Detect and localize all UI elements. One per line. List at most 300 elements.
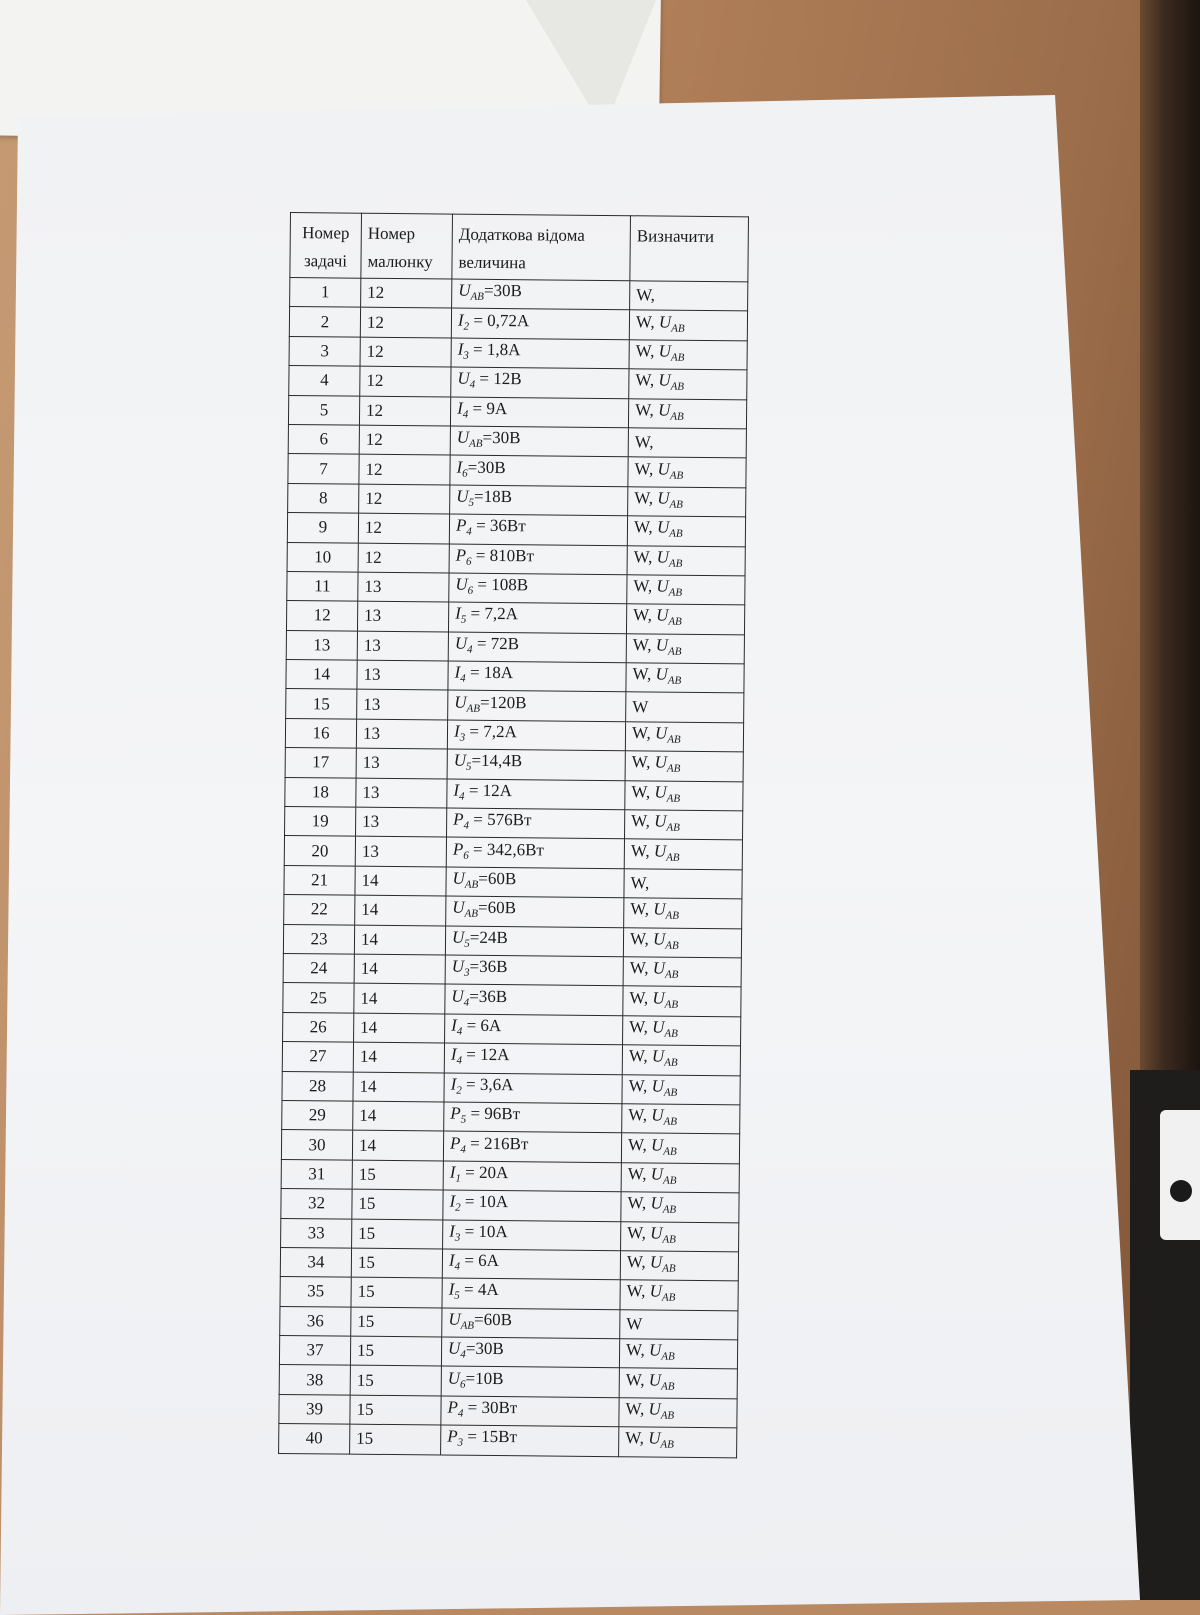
quantity-value: =24B — [469, 927, 508, 947]
quantity-subscript: 4 — [459, 790, 465, 803]
known-value-cell — [445, 984, 623, 1015]
quantity-subscript: 4 — [463, 996, 470, 1009]
quantity-symbol: U — [447, 1368, 461, 1388]
table-row — [281, 1130, 739, 1164]
known-value-cell — [444, 1043, 622, 1074]
quantity-value: = 15Вт — [463, 1427, 518, 1447]
determine-voltage-subscript: AB — [664, 968, 679, 981]
header-task-number: Номер задачі — [290, 213, 362, 279]
determine-voltage-subscript: AB — [661, 1292, 676, 1305]
table-row — [279, 1394, 737, 1428]
quantity-symbol: U — [448, 1338, 461, 1358]
determine-cell — [619, 1339, 737, 1370]
determine-voltage-symbol: U — [651, 1046, 665, 1066]
known-value-cell — [448, 632, 626, 663]
determine-voltage-subscript: AB — [670, 381, 685, 394]
determine-voltage-symbol: U — [655, 664, 668, 684]
determine-cell — [623, 1015, 741, 1046]
quantity-subscript: AB — [469, 437, 483, 450]
task-number-cell: 35 — [280, 1277, 351, 1307]
determine-cell — [630, 281, 748, 312]
quantity-value: =60B — [474, 1309, 513, 1330]
quantity-subscript: AB — [464, 908, 479, 921]
determine-voltage-symbol: U — [655, 635, 669, 655]
determine-cell — [624, 898, 742, 929]
task-number-cell: 26 — [283, 1012, 354, 1042]
determine-w: W, — [628, 1105, 652, 1125]
determine-w: W, — [627, 1222, 651, 1243]
task-number-cell: 20 — [284, 836, 355, 866]
quantity-subscript: 6 — [463, 849, 469, 862]
figure-number-cell: 13 — [357, 660, 448, 690]
quantity-symbol: U — [448, 1309, 461, 1329]
figure-number-cell: 12 — [359, 484, 450, 514]
determine-voltage-symbol: U — [648, 1370, 662, 1390]
determine-w: W, — [635, 341, 659, 361]
known-value-cell — [448, 602, 626, 633]
determine-w: W, — [629, 958, 653, 978]
quantity-value: = 18A — [465, 662, 514, 683]
determine-voltage-subscript: AB — [666, 792, 681, 805]
quantity-symbol: U — [456, 427, 470, 447]
figure-number-cell: 13 — [357, 631, 448, 661]
task-number-cell: 24 — [283, 953, 354, 983]
figure-number-cell: 15 — [351, 1277, 442, 1307]
quantity-subscript: AB — [464, 878, 479, 891]
determine-cell — [624, 839, 742, 870]
determine-w: W — [632, 696, 649, 717]
quantity-value: =18B — [473, 486, 513, 507]
determine-w: W, — [625, 1369, 649, 1390]
determine-voltage-subscript: AB — [664, 1056, 678, 1070]
determine-voltage-subscript: AB — [662, 1203, 677, 1217]
task-number-cell: 29 — [282, 1100, 353, 1130]
table-row — [289, 366, 747, 400]
determine-cell — [626, 633, 744, 664]
determine-w: W, — [632, 635, 656, 655]
determine-w: W, — [634, 432, 654, 452]
task-number-cell: 17 — [285, 748, 356, 778]
determine-w: W, — [626, 1281, 650, 1301]
determine-cell — [626, 604, 744, 635]
quantity-symbol: U — [451, 986, 464, 1006]
determine-cell — [625, 780, 743, 811]
determine-cell — [620, 1280, 738, 1311]
determine-w: W, — [630, 873, 650, 893]
determine-cell — [625, 722, 743, 753]
known-value-cell — [450, 397, 628, 428]
determine-voltage-symbol: U — [648, 1340, 662, 1360]
quantity-value: = 96Вт — [466, 1103, 521, 1124]
quantity-subscript: AB — [460, 1319, 475, 1332]
determine-voltage-symbol: U — [648, 1428, 661, 1449]
quantity-value: = 108B — [473, 574, 529, 595]
known-value-cell — [441, 1425, 619, 1456]
task-number-cell: 1 — [290, 278, 361, 308]
determine-voltage-symbol: U — [657, 459, 670, 479]
figure-number-cell: 12 — [360, 366, 451, 396]
determine-w: W, — [630, 899, 654, 919]
determine-w: W, — [625, 1399, 649, 1419]
task-number-cell: 15 — [286, 689, 357, 719]
determine-cell — [628, 486, 746, 517]
known-value-cell — [450, 485, 628, 516]
quantity-symbol: U — [455, 574, 468, 594]
figure-number-cell: 14 — [352, 1130, 443, 1160]
determine-w: W, — [628, 1076, 652, 1096]
known-value-cell — [448, 691, 626, 722]
quantity-symbol: I — [451, 1015, 457, 1035]
determine-cell — [626, 692, 744, 723]
figure-number-cell: 15 — [350, 1336, 441, 1366]
determine-w: W, — [634, 488, 658, 508]
table-row — [284, 836, 742, 870]
header-figure-number: Номер малюнку — [361, 213, 453, 279]
header-known-value: Додаткова відома величина — [452, 214, 631, 281]
table-row — [286, 660, 744, 694]
quantity-subscript: 2 — [456, 1084, 462, 1097]
determine-cell — [629, 369, 747, 400]
determine-voltage-symbol: U — [652, 958, 666, 978]
task-number-cell: 27 — [282, 1042, 353, 1072]
determine-w: W, — [625, 1428, 649, 1448]
known-value-cell — [446, 896, 624, 927]
table-row — [285, 718, 743, 752]
known-value-cell — [445, 926, 623, 957]
table-row — [288, 454, 746, 488]
determine-cell — [628, 457, 746, 488]
known-value-cell — [442, 1308, 620, 1339]
known-value-cell — [441, 1396, 619, 1427]
determine-voltage-subscript: AB — [666, 821, 680, 834]
quantity-symbol: I — [449, 1191, 456, 1211]
determine-cell — [623, 986, 741, 1017]
figure-number-cell: 12 — [359, 455, 450, 485]
task-number-cell: 2 — [289, 307, 360, 337]
quantity-symbol: U — [457, 368, 470, 389]
determine-w: W, — [631, 811, 655, 831]
quantity-symbol: I — [457, 310, 464, 330]
known-value-cell — [444, 1073, 622, 1104]
task-number-cell: 18 — [285, 777, 356, 807]
figure-number-cell: 14 — [354, 925, 445, 955]
determine-cell — [625, 751, 743, 782]
table-row — [290, 278, 748, 312]
determine-w: W, — [629, 987, 653, 1008]
table-row — [282, 1042, 740, 1076]
determine-voltage-symbol: U — [652, 929, 666, 949]
table-row — [289, 336, 747, 370]
quantity-value: = 216Вт — [465, 1133, 529, 1153]
determine-w: W, — [631, 752, 655, 772]
known-value-cell — [451, 338, 629, 369]
quantity-value: = 30Вт — [463, 1397, 518, 1418]
table-row — [287, 542, 745, 576]
determine-w: W, — [631, 782, 655, 802]
determine-w: W, — [626, 1252, 651, 1272]
table-row — [283, 924, 741, 958]
quantity-subscript: 5 — [468, 496, 475, 509]
quantity-value: = 12A — [464, 780, 513, 800]
task-number-cell: 12 — [286, 601, 357, 631]
quantity-subscript: 5 — [460, 614, 467, 627]
task-table-body — [279, 278, 748, 1458]
determine-cell — [619, 1398, 737, 1429]
figure-number-cell: 13 — [357, 690, 448, 720]
quantity-symbol: I — [453, 721, 460, 741]
figure-number-cell: 13 — [356, 778, 447, 808]
quantity-symbol: U — [452, 897, 465, 918]
quantity-symbol: P — [449, 1133, 461, 1153]
figure-number-cell: 14 — [354, 1013, 445, 1043]
determine-w: W, — [627, 1134, 652, 1155]
quantity-value: = 12B — [475, 369, 522, 389]
quantity-subscript: 4 — [463, 819, 470, 832]
quantity-value: = 3,6A — [461, 1074, 514, 1094]
table-row — [283, 1012, 741, 1046]
determine-cell — [627, 575, 745, 606]
determine-cell — [619, 1368, 737, 1399]
table-row — [286, 689, 744, 723]
header-determine: Визначити — [630, 216, 749, 282]
known-value-cell — [450, 426, 628, 457]
quantity-subscript: 3 — [457, 1437, 464, 1450]
quantity-subscript: AB — [470, 290, 484, 304]
quantity-value: =36B — [469, 956, 508, 977]
quantity-value: = 342,6Вт — [468, 839, 544, 860]
determine-voltage-subscript: AB — [663, 1145, 677, 1158]
determine-voltage-subscript: AB — [670, 410, 684, 423]
known-value-cell — [447, 808, 625, 839]
known-value-cell — [449, 573, 627, 604]
determine-w: W, — [635, 311, 660, 332]
determine-voltage-subscript: AB — [669, 527, 683, 541]
task-number-cell: 37 — [279, 1336, 350, 1366]
determine-w: W, — [626, 1340, 650, 1360]
determine-w: W, — [629, 1017, 653, 1037]
quantity-symbol: U — [454, 633, 468, 653]
table-row — [280, 1247, 738, 1281]
quantity-value: =14,4B — [471, 751, 523, 771]
determine-voltage-subscript: AB — [660, 1409, 675, 1422]
table-row — [285, 777, 743, 811]
determine-voltage-subscript: AB — [660, 1380, 675, 1393]
task-number-cell: 32 — [281, 1189, 352, 1219]
quantity-value: = 810Вт — [471, 545, 535, 566]
table-row — [288, 483, 746, 517]
known-value-cell — [449, 514, 627, 545]
known-value-cell — [446, 867, 624, 898]
quantity-symbol: U — [451, 956, 465, 976]
determine-voltage-subscript: AB — [669, 469, 684, 482]
determine-w: W, — [631, 723, 656, 743]
task-number-cell: 5 — [288, 395, 359, 425]
determine-cell — [622, 1045, 740, 1076]
figure-number-cell: 12 — [360, 308, 451, 338]
figure-number-cell: 14 — [353, 1042, 444, 1072]
quantity-symbol: P — [455, 515, 467, 536]
determine-voltage-symbol: U — [656, 517, 670, 537]
quantity-symbol: U — [456, 486, 469, 506]
determine-w: W, — [635, 400, 659, 420]
quantity-value: = 10A — [460, 1221, 508, 1241]
table-row — [283, 983, 741, 1017]
known-value-cell — [447, 779, 625, 810]
quantity-subscript: 4 — [466, 526, 472, 539]
task-number-cell: 10 — [287, 542, 358, 572]
task-number-cell: 3 — [289, 336, 360, 366]
quantity-value: = 12A — [462, 1045, 510, 1065]
determine-voltage-symbol: U — [649, 1252, 663, 1272]
quantity-value: = 576Вт — [468, 809, 532, 830]
quantity-subscript: 5 — [460, 1113, 467, 1126]
determine-voltage-subscript: AB — [670, 351, 685, 364]
table-row — [281, 1189, 739, 1223]
determine-voltage-subscript: AB — [663, 1086, 678, 1099]
figure-number-cell: 15 — [352, 1219, 443, 1249]
known-value-cell — [441, 1366, 619, 1397]
quantity-value: = 7,2A — [466, 604, 519, 624]
table-row — [284, 865, 742, 899]
determine-voltage-symbol: U — [654, 782, 667, 802]
figure-number-cell: 14 — [354, 984, 445, 1014]
determine-cell — [629, 310, 747, 341]
quantity-symbol: P — [452, 839, 464, 859]
known-value-cell — [452, 279, 630, 310]
determine-voltage-symbol: U — [657, 488, 670, 508]
determine-voltage-symbol: U — [658, 341, 672, 361]
quantity-value: =30B — [465, 1338, 504, 1359]
task-number-cell: 40 — [279, 1424, 350, 1454]
quantity-subscript: 4 — [456, 1054, 463, 1068]
task-number-cell: 39 — [279, 1394, 350, 1424]
figure-number-cell: 13 — [356, 719, 447, 749]
determine-w: W, — [627, 1164, 651, 1184]
table-row — [281, 1159, 739, 1193]
quantity-symbol: P — [447, 1426, 458, 1447]
determine-voltage-symbol: U — [656, 547, 670, 567]
known-value-cell — [445, 1014, 623, 1045]
known-value-cell — [447, 749, 625, 780]
determine-voltage-subscript: AB — [664, 998, 679, 1011]
figure-number-cell: 15 — [352, 1189, 443, 1219]
known-value-cell — [446, 837, 624, 868]
table-row — [288, 424, 746, 458]
determine-w: W, — [633, 576, 657, 596]
table-row — [283, 953, 741, 987]
quantity-subscript: 6 — [462, 467, 468, 480]
quantity-value: = 7,2A — [465, 721, 517, 742]
table-row — [281, 1218, 739, 1252]
quantity-symbol: I — [450, 1044, 457, 1064]
task-number-cell: 22 — [284, 895, 355, 925]
task-number-cell: 38 — [279, 1365, 350, 1395]
quantity-symbol: I — [454, 662, 461, 682]
table-row — [284, 895, 742, 929]
figure-number-cell: 13 — [356, 807, 447, 837]
determine-voltage-symbol: U — [656, 606, 669, 626]
figure-number-cell: 15 — [350, 1424, 441, 1454]
task-table-header — [290, 213, 749, 282]
quantity-symbol: P — [455, 545, 467, 565]
quantity-symbol: I — [453, 780, 460, 800]
determine-voltage-symbol: U — [650, 1193, 663, 1213]
figure-number-cell: 15 — [350, 1366, 441, 1396]
quantity-value: =120B — [479, 692, 527, 712]
known-value-cell — [449, 544, 627, 575]
quantity-symbol: P — [453, 809, 464, 829]
determine-cell — [621, 1162, 739, 1193]
determine-w: W, — [632, 664, 656, 684]
known-value-cell — [451, 308, 629, 339]
determine-voltage-symbol: U — [649, 1281, 663, 1302]
determine-w: W — [626, 1314, 643, 1334]
known-value-cell — [450, 455, 628, 486]
determine-voltage-subscript: AB — [661, 1350, 675, 1363]
figure-number-cell: 15 — [351, 1248, 442, 1278]
determine-voltage-subscript: AB — [666, 851, 680, 864]
determine-voltage-subscript: AB — [662, 1262, 676, 1275]
quantity-symbol: I — [457, 398, 463, 418]
determine-voltage-symbol: U — [654, 723, 668, 743]
known-value-cell — [441, 1337, 619, 1368]
determine-w: W, — [628, 1046, 653, 1066]
determine-cell — [628, 398, 746, 429]
quantity-value: = 9A — [468, 398, 508, 418]
determine-w: W, — [633, 517, 658, 537]
determine-voltage-subscript: AB — [664, 1027, 678, 1040]
quantity-symbol: U — [452, 868, 465, 888]
quantity-value: = 72B — [472, 633, 520, 654]
task-number-cell: 33 — [281, 1218, 352, 1248]
figure-number-cell: 12 — [359, 396, 450, 426]
figure-number-cell: 13 — [356, 748, 447, 778]
determine-w: W, — [627, 1193, 651, 1213]
task-number-cell: 11 — [287, 571, 358, 601]
quantity-subscript: 4 — [460, 1143, 466, 1156]
header-row — [290, 213, 749, 282]
quantity-value: =30B — [467, 457, 506, 477]
figure-number-cell: 15 — [350, 1395, 441, 1425]
quantity-subscript: 2 — [455, 1201, 461, 1214]
determine-voltage-symbol: U — [651, 1105, 664, 1125]
quantity-subscript: 1 — [455, 1172, 461, 1185]
determine-cell — [619, 1427, 737, 1458]
known-value-cell — [447, 720, 625, 751]
figure-number-cell: 15 — [351, 1307, 442, 1337]
determine-voltage-subscript: AB — [666, 763, 681, 776]
quantity-subscript: 5 — [454, 1290, 460, 1303]
quantity-symbol: I — [455, 604, 461, 624]
quantity-value: = 36Вт — [471, 516, 526, 536]
determine-voltage-symbol: U — [654, 811, 667, 831]
known-value-cell — [445, 955, 623, 986]
task-number-cell: 13 — [286, 630, 357, 660]
table-row — [280, 1277, 738, 1311]
task-number-cell: 34 — [280, 1247, 351, 1277]
determine-voltage-subscript: AB — [669, 498, 684, 511]
determine-cell — [623, 927, 741, 958]
quantity-symbol: U — [453, 751, 467, 771]
determine-w: W, — [636, 285, 656, 305]
task-number-cell: 30 — [281, 1130, 352, 1160]
determine-voltage-subscript: AB — [662, 1174, 677, 1187]
known-value-cell — [443, 1220, 621, 1251]
determine-voltage-subscript: AB — [668, 616, 682, 629]
table-row — [286, 630, 744, 664]
task-number-cell: 21 — [284, 865, 355, 895]
known-value-cell — [443, 1131, 621, 1162]
